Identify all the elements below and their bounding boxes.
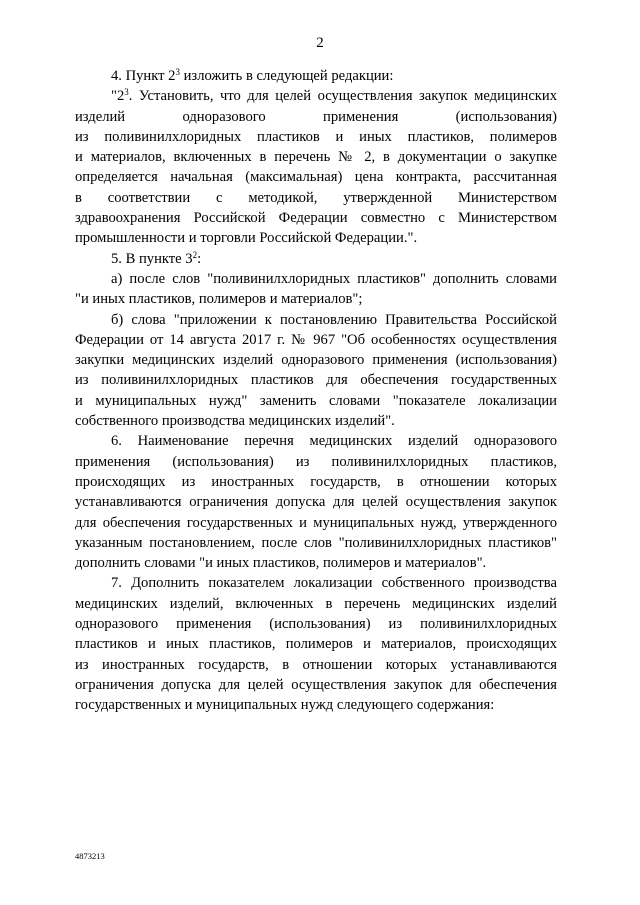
text-line [75, 391, 557, 411]
line-text: одноразового применения (использования) из поливинилхлоридных [75, 616, 557, 633]
paragraph-p7 [75, 573, 557, 715]
line-text-continued: изложить в следующей редакции: [179, 68, 394, 84]
line-text: из поливинилхлоридных пластиков и иных пластиков, полимеров [75, 128, 557, 145]
text-line [75, 66, 557, 86]
document-code: 4873213 [75, 851, 105, 861]
text-line [75, 228, 557, 248]
line-text: "и иных пластиков, полимеров и материалов"; [75, 291, 363, 308]
line-text: Федерации от 14 августа 2017 г. № 967 "Об особенностях осуществления [75, 331, 557, 348]
line-text: указанным постановлением, после слов "поливинилхлоридных пластиков" [75, 534, 557, 551]
line-text: здравоохранения Российской Федерации совместно с Министерством [75, 210, 557, 227]
line-text: 6. Наименование перечня медицинских изделий одноразового [111, 433, 557, 450]
text-line [75, 289, 557, 309]
text-line [75, 249, 557, 269]
line-text-continued: : [197, 250, 202, 267]
text-line [75, 188, 557, 208]
text-line [75, 452, 557, 472]
line-text: в соответствии с методикой, утвержденной Министерством [75, 189, 557, 206]
line-text: из поливинилхлоридных пластиков для обеспечения государственных [75, 372, 557, 389]
superscript: 3 [175, 67, 180, 77]
line-text: ограничения допуска для целей осуществления закупок для обеспечения [75, 676, 557, 693]
line-text: государственных и муниципальных нужд следующего содержания: [75, 697, 495, 714]
text-line [75, 594, 557, 614]
line-text: пластиков и иных пластиков, полимеров и материалов, происходящих [75, 636, 557, 653]
page-number: 2 [316, 35, 324, 51]
line-text: устанавливаются ограничения допуска для целей осуществления закупок [75, 494, 557, 511]
text-line [75, 492, 557, 512]
line-text: 4. Пункт 2 [111, 68, 176, 84]
text-line [75, 472, 557, 492]
text-line [75, 208, 557, 228]
text-line [75, 431, 557, 451]
text-line [75, 330, 557, 350]
text-line [75, 167, 557, 187]
text-line [75, 147, 557, 167]
line-text: происходящих из иностранных государств, в отношении которых [75, 473, 557, 490]
paragraph-p4 [75, 66, 557, 86]
line-text: определяется начальная (максимальная) цена контракта, рассчитанная [75, 169, 557, 186]
text-line [75, 533, 557, 553]
text-line [75, 573, 557, 593]
line-text: б) слова "приложении к постановлению Правительства Российской [111, 311, 557, 328]
line-text: закупки медицинских изделий одноразового применения (использования) [75, 352, 557, 369]
line-text: собственного производства медицинских изделий". [75, 413, 395, 430]
line-text: из иностранных государств, в отношении которых устанавливаются [75, 656, 557, 673]
text-line [75, 350, 557, 370]
line-text: медицинских изделий, включенных в перечень медицинских изделий [75, 595, 557, 612]
line-text: а) после слов "поливинилхлоридных пластиков" дополнить словами [111, 270, 557, 287]
line-text: дополнить словами "и иных пластиков, полимеров и материалов". [75, 555, 487, 572]
text-line [75, 107, 557, 127]
text-line [75, 269, 557, 289]
text-line [75, 370, 557, 390]
text-line [75, 655, 557, 675]
text-line [75, 310, 557, 330]
line-text: применения (использования) из поливинилхлоридных пластиков, [75, 453, 557, 470]
line-text: 5. В пункте 3 [111, 250, 193, 267]
text-line [75, 695, 557, 715]
text-line [75, 127, 557, 147]
text-line [75, 614, 557, 634]
text-line [75, 553, 557, 573]
line-text: 7. Дополнить показателем локализации собственного производства [111, 575, 557, 592]
superscript: 2 [192, 249, 198, 260]
paragraph-p5a [75, 269, 557, 310]
superscript: 3 [124, 87, 129, 98]
paragraph-p4-quote [75, 86, 557, 248]
line-text: и материалов, включенных в перечень № 2, в документации о закупке [75, 149, 557, 166]
text-line [75, 411, 557, 431]
line-text: для обеспечения государственных и муниципальных нужд, утвержденного [75, 514, 557, 531]
line-text-continued: . Установить, что для целей осуществления закупок медицинских [128, 88, 557, 105]
text-line [75, 86, 557, 106]
line-text: изделий одноразового применения (использования) [75, 108, 557, 125]
line-text: "2 [111, 88, 125, 105]
text-line [75, 513, 557, 533]
paragraph-p5 [75, 249, 557, 269]
line-text: и муниципальных нужд" заменить словами "показателе локализации [75, 392, 557, 409]
paragraph-p6 [75, 431, 557, 573]
document-body [75, 66, 557, 716]
text-line [75, 675, 557, 695]
text-line [75, 634, 557, 654]
paragraph-p5b [75, 310, 557, 432]
line-text: промышленности и торговли Российской Федерации.". [75, 230, 418, 247]
